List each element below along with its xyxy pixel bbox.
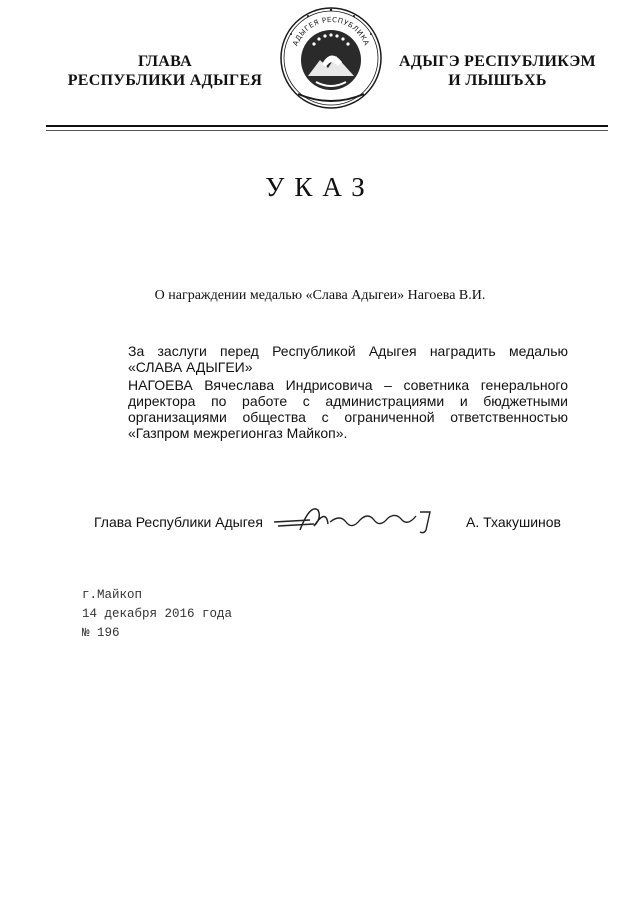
meta-number: № 196 bbox=[82, 626, 120, 640]
handwritten-signature bbox=[270, 500, 440, 536]
header-left-line2: РЕСПУБЛИКИ АДЫГЕЯ bbox=[67, 72, 263, 89]
decree-subject: О награждении медалью «Слава Адыгеи» Нагоева В.И. bbox=[154, 288, 486, 303]
header-rule-thick bbox=[46, 125, 608, 127]
header-right bbox=[385, 52, 610, 90]
meta-city: г.Майкоп bbox=[82, 588, 143, 602]
meta-date: 14 декабря 2016 года bbox=[82, 607, 233, 621]
decree-body bbox=[128, 343, 568, 441]
header-rule-thin bbox=[46, 130, 608, 131]
header-right-line2: И ЛЫШЪХЬ bbox=[448, 72, 547, 89]
header-left-line1: ГЛАВА bbox=[138, 53, 192, 70]
body-paragraph-2: НАГОЕВА Вячеслава Индрисовича – советника генерального директора по работе с администрациями и бюджетными организациями общества с ограниченной ответственностью «Газпром межрегионгаз Майкоп». bbox=[128, 377, 568, 441]
body-paragraph-1: За заслуги перед Республикой Адыгея наградить медалью «СЛАВА АДЫГЕИ» bbox=[128, 343, 568, 375]
signatory-position: Глава Республики Адыгея bbox=[94, 514, 263, 530]
emblem-text: АДЫГЕЯ РЕСПУБЛИКА bbox=[291, 15, 371, 48]
coat-of-arms-emblem bbox=[278, 4, 384, 112]
decree-meta bbox=[82, 586, 232, 643]
header-left bbox=[40, 52, 290, 90]
document-title: УКАЗ bbox=[265, 172, 375, 202]
header-right-line1: АДЫГЭ РЕСПУБЛИКЭМ bbox=[399, 53, 596, 70]
signatory-name: А. Тхакушинов bbox=[466, 514, 561, 530]
